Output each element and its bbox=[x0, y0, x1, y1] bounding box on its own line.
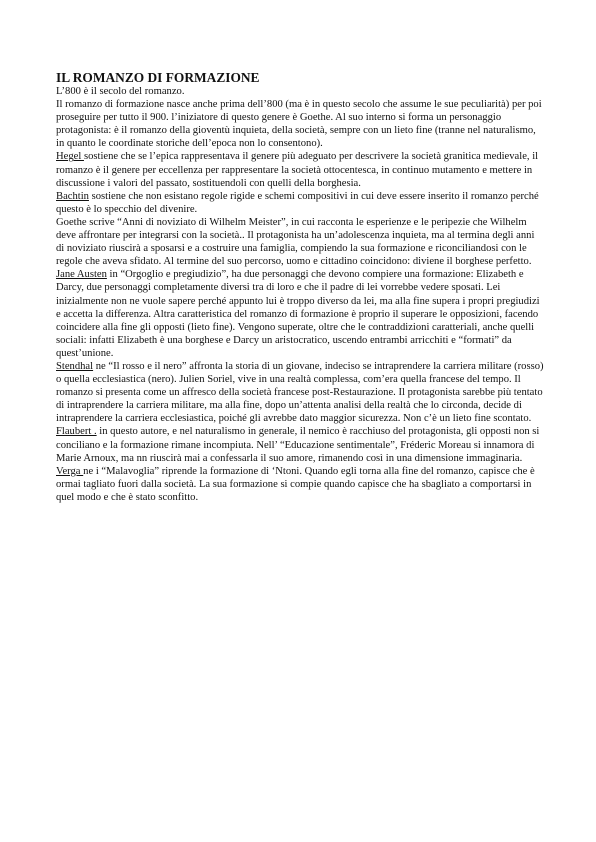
paragraph-text: in questo autore, e nel naturalismo in generale, il nemico è racchiuso del protagonista, gli opposti non si conciliano e la formazione rimane incompiuta. Nell’ “Educazione sentimentale”, Fréderic Moreau si innamora di Marie Arnoux, ma nn riuscirà mai a confessarla il suo amore, rimanendo così in una dimensione immaginaria. bbox=[56, 426, 540, 464]
paragraph bbox=[56, 190, 544, 216]
paragraph bbox=[56, 360, 544, 425]
paragraph bbox=[56, 98, 544, 150]
author-name: Flaubert . bbox=[56, 426, 97, 438]
paragraph-text: sostiene che se l’epica rappresentava il genere più adeguato per descrivere la società granitica medievale, il romanzo è il genere per eccellenza per rappresentare la società ottocentesca, in continuo mutamento e mettere in discussione i valori del passato, sostituendoli con quelli della borghesia. bbox=[56, 151, 539, 189]
paragraph-text: ne “Il rosso e il nero” affronta la storia di un giovane, indeciso se intraprendere la carriera militare (rosso) o quella ecclesiastica (nero). Julien Soriel, vive in una realtà complessa, com’era quella francese del tempo. Il romanzo si presenta come un affresco della società francese post-Restaurazione. Il protagonista sarebbe più tentato di intraprendere la carriera militare, ma alla fine, dopo un’attenta analisi della realtà che lo circonda, decide di intraprendere la carriera ecclesiastica, poiché gli avrebbe dato maggior sicurezza. Non c’è un lieto fine scontato. bbox=[56, 360, 544, 425]
author-name: Jane Austen bbox=[56, 269, 107, 281]
paragraph-text: Goethe scrive “Anni di noviziato di Wilhelm Meister”, in cui racconta le esperienze e le peripezie che Wilhelm deve affrontare per integrarsi con la società.. Il protagonista ha un’adolescenza inquieta, ma al termina degli anni di noviziato riuscirà a sposarsi e a costruire una famiglia, compiendo la sua formazione e riconciliandosi con le regole che aveva sfidato. Al termine del suo percorso, uomo e cittadino coincidono: diviene il borghese perfetto. bbox=[56, 216, 535, 268]
author-name: Verga bbox=[56, 465, 84, 477]
document-page bbox=[56, 70, 544, 504]
paragraph-text: ne i “Malavoglia” riprende la formazione di ‘Ntoni. Quando egli torna alla fine del romanzo, capisce che è ormai tagliato fuori dalla società. La sua formazione si compie quando capisce che ha sbagliato a comportarsi in quel modo e che è stato sconfitto. bbox=[56, 465, 535, 503]
paragraph bbox=[56, 268, 544, 360]
author-name: Hegel bbox=[56, 151, 84, 163]
paragraph bbox=[56, 85, 544, 98]
paragraph bbox=[56, 465, 544, 504]
document-title: IL ROMANZO DI FORMAZIONE bbox=[56, 70, 260, 85]
author-name: Stendhal bbox=[56, 360, 94, 372]
paragraph-text: L’800 è il secolo del romanzo. bbox=[56, 86, 185, 97]
paragraph bbox=[56, 425, 544, 464]
author-name: Bachtin bbox=[56, 190, 89, 202]
paragraph-text: Il romanzo di formazione nasce anche prima dell’800 (ma è in questo secolo che assume le sue peculiarità) per poi proseguire per tutto il 900. l’iniziatore di questo genere è Goethe. Al suo interno si forma un personaggio protagonista: è il romanzo della gioventù inquieta, della società, sempre con un lieto fine (tranne nel naturalismo, in quanto le coordinate storiche dell’epoca non lo consentono). bbox=[56, 99, 542, 150]
paragraph bbox=[56, 150, 544, 189]
paragraph-text: sostiene che non esistano regole rigide e schemi compositivi in cui deve essere inserito il romanzo perché questo è lo specchio del divenire. bbox=[56, 190, 539, 215]
paragraph-text: in “Orgoglio e pregiudizio”, ha due personaggi che devono compiere una formazione: Elizabeth e Darcy, due personaggi completamente diversi tra di loro e che il padre di lei vorrebbe vedere sposati. Lei inizialmente non ne vuole sapere perché appunto lui è troppo diverso da lei, ma alla fine supera i propri pregiudizi e accetta la differenza. Altra caratteristica del romanzo di formazione è proprio il superare le opposizioni, facendo coincidere alla fine gli opposti (lieto fine). Vengono superate, oltre che le contraddizioni caratteriali, anche quelli sociali: infatti Elizabeth è una borghese e Darcy un aristocratico, uscendo entrambi arricchiti e “formati” da quest’unione. bbox=[56, 269, 540, 359]
document-body bbox=[56, 85, 544, 504]
paragraph bbox=[56, 216, 544, 268]
